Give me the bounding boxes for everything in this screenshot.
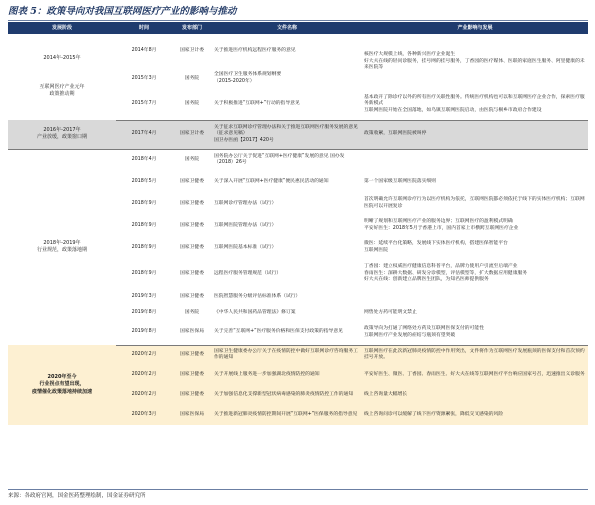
date-cell: 2019年3月 (131, 293, 157, 299)
doc-cell: 全国医疗卫生服务体系规划纲要 （2015-2020年） (214, 72, 282, 84)
stage-cell: 2020年至今 行业拐点有望出现， 疫情催化政策落地持续加速 (8, 345, 116, 425)
doc-cell: 国务院办公厅关于促进“互联网+医疗健康”发展的意见 国办发（2018）26号 (214, 153, 345, 166)
date-cell: 2015年3月 (131, 75, 157, 81)
dept-cell: 国家卫健委 (180, 178, 204, 184)
dept-cell: 国家卫计委 (172, 120, 212, 149)
dept-cell: 国家卫健委 (180, 293, 204, 299)
impact-cell: 首次明确允许互联网诊疗行为以医疗机构为依托，互联网医院都必须依托于线下的实体医疗机构；互联网医院可以开展复诊 (364, 197, 585, 209)
table-row (8, 149, 588, 171)
header-date: 时间 (116, 22, 172, 34)
table-row (8, 34, 588, 68)
date-cell: 2017年4月 (116, 120, 172, 149)
title-divider (8, 20, 588, 21)
header-dept: 发布部门 (172, 22, 212, 34)
date-cell: 2019年8月 (131, 309, 157, 315)
date-cell: 2015年7月 (116, 90, 172, 120)
table-row (8, 345, 588, 365)
dept-cell: 国家卫健委 (172, 385, 212, 405)
doc-cell: 关于加强信息化支撑新型冠状病毒感染的肺炎疫情防控工作的通知 (212, 385, 362, 405)
doc-cell: 关于积极推进“互联网+”行动的指导意见 (212, 90, 362, 120)
dept-cell: 国务院 (172, 90, 212, 120)
header-doc: 文件名称 (212, 22, 362, 34)
date-cell: 2020年2月 (116, 385, 172, 405)
doc-cell: 关于征求互联网诊疗管理办法和关于推进互联网医疗服务发展的意见（征求意见稿） 国卫办医函【2017】420号 (212, 120, 362, 149)
doc-cell: 关于完善“互联网+”医疗服务价格和医保支付政策的指导意见 (212, 321, 362, 345)
date-cell: 2020年2月 (116, 345, 172, 365)
table-row (8, 120, 588, 149)
impact-cell: 政策收紧，互联网医院被叫停 (362, 120, 588, 149)
impact-cell: 核医疗大规模上线，各种新兴医疗企业诞生 好大夫在线的轻问诊服务，挂号网的挂号服务，丁香园的医疗媒体、医联的家庭医生服务、阿里健康的未来医院等 (364, 52, 585, 71)
dept-cell: 国家卫计委 (180, 47, 204, 53)
impact-cell (362, 149, 588, 171)
doc-cell: 互联网医院管理办法（试行） (214, 222, 277, 228)
source-divider (8, 489, 588, 490)
impact-cell: 线上咨询量大幅增长 (362, 385, 588, 405)
doc-cell: 关于深入开展“互联网+医疗健康”便民惠民活动的通知 (214, 178, 329, 184)
date-cell: 2018年9月 (131, 270, 157, 276)
doc-cell: 互联网医院基本标准（试行） (214, 244, 277, 250)
impact-cell: 基本政开了除诊疗以外的所有医疗关联性服务。传统医疗机构也可以和互联网医疗企业合作，探索医疗服务新模式 互联网医院开始在全国落地，如乌镇互联网医院启动，由医院与桐乡市政府合作建设 (362, 90, 588, 120)
doc-cell: 远程医疗服务管理规范（试行） (214, 270, 282, 276)
impact-cell: 网售处方药可能明文禁止 (364, 309, 417, 315)
policy-table (8, 22, 588, 425)
doc-cell: 关于开展线上服务进一步加强湖北疫情防控的通知 (212, 365, 362, 385)
impact-cell (362, 289, 588, 305)
header-stage: 发展阶段 (8, 22, 116, 34)
doc-cell: 关于推进医疗机构远程医疗服务的意见 (214, 47, 296, 53)
date-cell: 2020年2月 (116, 365, 172, 385)
dept-cell: 国务院 (184, 309, 200, 315)
doc-cell: 《中华人民共和国药品管理法》修订案 (214, 309, 296, 315)
impact-cell: 线上咨询问诊可以缓解了线下医疗资源紧张，降低交叉感染的风险 (362, 405, 588, 425)
date-cell: 2014年8月 (131, 47, 157, 53)
stage-cell: 2014年-2015年 互联网医疗产业元年 政策推动期 (39, 55, 85, 98)
impact-cell: 平安好医生、微医、丁香园、春雨医生、好大夫在线等互联网医疗平台响应国家号召，迅速推出义诊服务 (362, 365, 588, 385)
stage-cell: 2018年-2019年 行业规范，政策落地期 (36, 240, 87, 254)
impact-cell: 互联网医疗在此次新冠肺炎疫情防控中作用突出，文件将作为互联网医疗发展瓶颈的医保支付和首次预约挂号开放。 (362, 345, 588, 365)
date-cell: 2018年5月 (131, 178, 157, 184)
date-cell: 2019年8月 (116, 321, 172, 345)
doc-cell: 互联网诊疗管理办法（试行） (214, 200, 277, 206)
dept-cell: 国家卫健委 (180, 200, 204, 206)
stage-cell: 2016年-2017年 产业放缓，政策窗口期 (8, 120, 116, 149)
dept-cell: 国务院 (184, 156, 200, 162)
dept-cell: 国家卫健委 (180, 270, 204, 276)
dept-cell: 国家卫健委 (172, 365, 212, 385)
date-cell: 2020年3月 (116, 405, 172, 425)
impact-cell: 微医：延续平台化策略，发展线下实体医疗机构，搭建医保智能平台 互联网医院 (364, 241, 508, 253)
page-title: 图表 5：政策导向对我国互联网医疗产业的影响与推动 (8, 6, 237, 17)
impact-cell: 丁香园：建立权威医疗健康信息科普平台，品牌力使用户引流至后端产业 春雨医生：深耕大数据、研发分诊模型，评估模型等，扩大数据应用健康服务 好大夫在线：创新建立品牌医生团队，为知名医师提供服务 (364, 264, 528, 283)
impact-cell: 政策导向为打通了网络处方药及互联网医保支付的可能性 互联网医疗产业发展的症结与瓶颈有望突破 (362, 321, 588, 345)
dept-cell: 国家卫健委 (180, 244, 204, 250)
dept-cell: 国务院 (184, 75, 200, 81)
doc-cell: 国家卫生健康委办公厅关于在疫情防控中做好互联网诊疗咨询服务工作的通知 (212, 345, 362, 365)
date-cell: 2018年9月 (131, 244, 157, 250)
dept-cell: 国家医保局 (172, 321, 212, 345)
table-header-row (8, 22, 588, 34)
date-cell: 2018年4月 (131, 156, 157, 162)
impact-cell: 明晰了规划和互联网医疗产业的服务边界；互联网医疗的盈利模式明确 平安好医生：2018年5月于香港上市，国内首家上市横跨互联网医疗企业 (364, 219, 519, 231)
dept-cell: 国家卫健委 (180, 222, 204, 228)
dept-cell: 国家医保局 (172, 405, 212, 425)
doc-cell: 医院智慧服务分级评估标准体系（试行） (214, 293, 301, 299)
source-note: 来源：各政府官网，国金医药整理绘制，国金证券研究所 (8, 493, 146, 499)
dept-cell: 国家卫健委 (172, 345, 212, 365)
doc-cell: 关于推进新冠肺炎疫情防控期间开展“互联网+”医保服务的指导意见 (212, 405, 362, 425)
impact-cell: 第一个国家级互联网医院落实细则 (364, 178, 436, 184)
date-cell: 2018年9月 (131, 200, 157, 206)
header-impact: 产业影响与发展 (362, 22, 588, 34)
date-cell: 2018年9月 (131, 222, 157, 228)
